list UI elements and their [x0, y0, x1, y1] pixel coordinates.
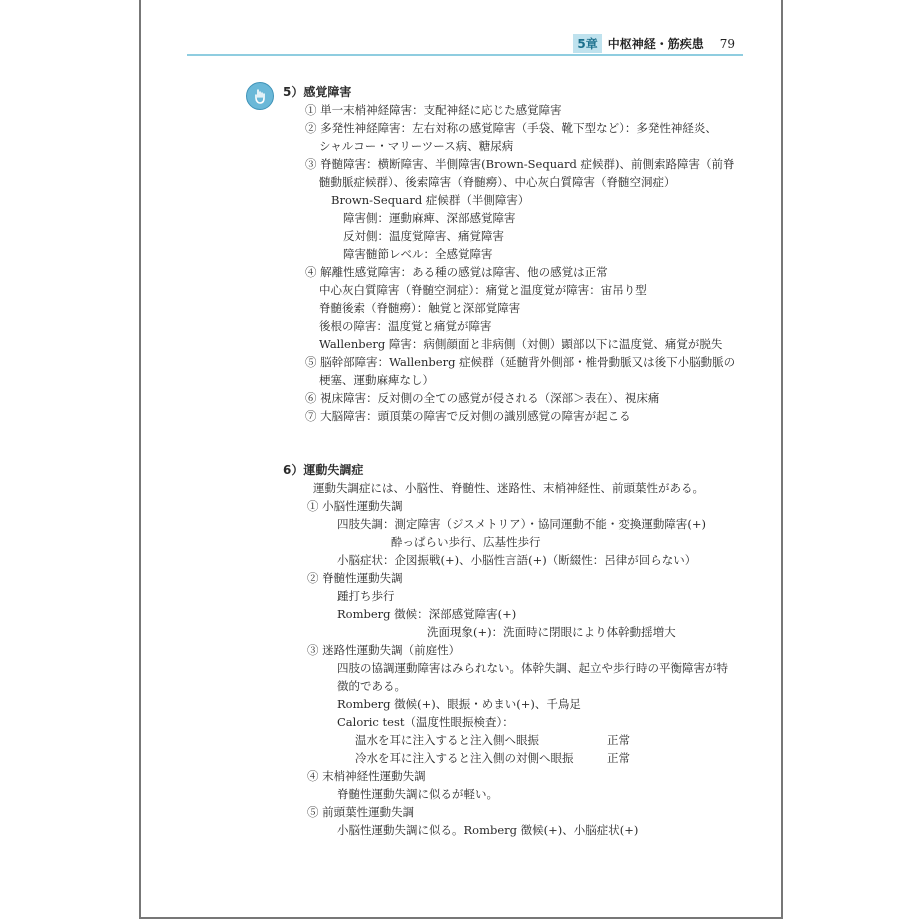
section-5-line: 脊髄後索（脊髄癆）：触覚と深部覚障害 [319, 301, 521, 315]
section-5-line: 障害側：運動麻痺、深部感覚障害 [343, 211, 516, 225]
section-5-line: ⑥ 視床障害：反対側の全ての感覚が侵される（深部＞表在）、視床痛 [305, 391, 660, 405]
section-6-line: 洗面現象(+)：洗面時に閉眼により体幹動揺増大 [427, 625, 676, 639]
section-5-line: Wallenberg 障害：病側顔面と非病側（対側）顕部以下に温度覚、痛覚が脱失 [319, 337, 723, 351]
section-5-line: ④ 解離性感覚障害：ある種の感覚は障害、他の感覚は正常 [305, 265, 608, 279]
section-6-line: Romberg 徴候：深部感覚障害(+) [337, 607, 517, 621]
section-5-line: ⑤ 脳幹部障害：Wallenberg 症候群（延髄背外側部・椎骨動脈又は後下小脳動脈の [305, 355, 736, 369]
section-6-line: Caloric test（温度性眼振検査）： [337, 715, 514, 729]
section-6-line: 小脳性運動失調に似る。Romberg 徴候(+)、小脳症状(+) [337, 823, 639, 837]
section-6-heading: 6）運動失調症 [283, 463, 364, 477]
section-5-line: 反対側：温度覚障害、痛覚障害 [343, 229, 504, 243]
section-6-line: 温水を耳に注入すると注入側へ眼振 [355, 733, 539, 747]
section-5-line: 障害髄節レベル：全感覚障害 [343, 247, 493, 261]
page [139, 0, 783, 919]
section-6-line: 運動失調症には、小脳性、脊髄性、迷路性、末梢神経性、前頭葉性がある。 [313, 481, 704, 495]
section-5-line: 梗塞、運動麻痺なし） [319, 373, 434, 387]
section-5-heading: 5）感覚障害 [283, 85, 352, 99]
section-5-line: ① 単一末梢神経障害：支配神経に応じた感覚障害 [305, 103, 562, 117]
section-6-line: ④ 末梢神経性運動失調 [307, 769, 426, 783]
section-6-line: ② 脊髄性運動失調 [307, 571, 403, 585]
section-5-line: ⑦ 大脳障害：頭頂葉の障害で反対側の識別感覚の障害が起こる [305, 409, 631, 423]
caloric-cold-result: 正常 [607, 751, 630, 765]
section-6-line: Romberg 徴候(+)、眼振・めまい(+)、千鳥足 [337, 697, 581, 711]
section-5-line: ③ 脊髄障害：横断障害、半側障害(Brown-Sequard 症候群)、前側索路障害（前脊 [305, 157, 735, 171]
section-6-line: 四肢失調：測定障害（ジスメトリア）・協同運動不能・変換運動障害(+) [337, 517, 707, 531]
section-6-line: ① 小脳性運動失調 [307, 499, 403, 513]
section-5-line: Brown-Sequard 症候群（半側障害） [331, 193, 530, 207]
section-5-line: 中心灰白質障害（脊髄空洞症）：痛覚と温度覚が障害：宙吊り型 [319, 283, 647, 297]
section-6-line: 酔っぱらい歩行、広基性歩行 [391, 535, 541, 549]
section-6-line: 小脳症状：企図振戦(+)、小脳性言語(+)（断綴性：呂律が回らない） [337, 553, 697, 567]
section-6-line: 四肢の協調運動障害はみられない。体幹失調、起立や歩行時の平衡障害が特 [337, 661, 728, 675]
section-6-line: 徴的である。 [337, 679, 406, 693]
chapter-title: 中枢神経・筋疾患 [607, 37, 704, 51]
page-number: 79 [719, 36, 735, 51]
caloric-warm-result: 正常 [607, 733, 630, 747]
section-6-line: ⑤ 前頭葉性運動失調 [307, 805, 415, 819]
section-6-line: ③ 迷路性運動失調（前庭性） [307, 643, 461, 657]
section-6-line: 冷水を耳に注入すると注入側の対側へ眼振 [355, 751, 574, 765]
section-5-line: ② 多発性神経障害：左右対称の感覚障害（手袋、靴下型など）：多発性神経炎、 [305, 121, 717, 135]
section-6-line: 脊髄性運動失調に似るが軽い。 [337, 787, 498, 801]
chapter-badge: 5章 [573, 34, 601, 53]
section-6-line: 踵打ち歩行 [337, 589, 395, 603]
section-5-line: 後根の障害：温度覚と痛覚が障害 [319, 319, 492, 333]
section-5-line: シャルコー・マリーツース病、糖尿病 [319, 139, 514, 153]
section-5-line: 髄動脈症候群）、後索障害（脊髄癆）、中心灰白質障害（脊髄空洞症） [319, 175, 676, 189]
